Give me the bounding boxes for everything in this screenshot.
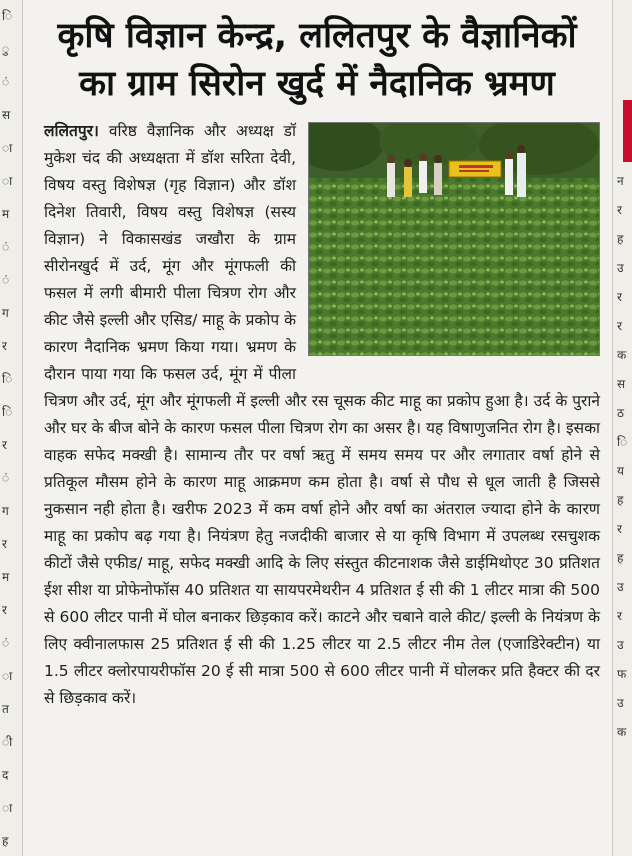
left-fragment: ा <box>2 141 13 155</box>
left-fragment: ं <box>2 636 10 650</box>
right-fragment: र <box>617 522 622 536</box>
right-fragment: र <box>617 609 622 623</box>
adjacent-red-box <box>623 100 632 162</box>
article-dateline: ललितपुर। <box>44 122 99 140</box>
left-fragment: ं <box>2 240 10 254</box>
left-fragment: ि <box>2 405 13 419</box>
right-fragment: र <box>617 203 622 217</box>
headline <box>34 12 600 108</box>
right-fragment: ह <box>617 493 624 507</box>
right-fragment: उ <box>617 580 624 594</box>
left-fragment: ा <box>2 174 13 188</box>
left-fragment: ं <box>2 471 10 485</box>
left-fragment: ह <box>2 834 9 848</box>
right-fragment: फ <box>617 667 627 681</box>
left-fragment: म <box>2 207 10 221</box>
left-fragment: ं <box>2 75 10 89</box>
right-fragment: स <box>617 377 626 391</box>
right-fragment: ि <box>617 435 628 449</box>
field-photo-image <box>309 123 599 355</box>
right-fragment: ह <box>617 232 624 246</box>
left-fragment: ी <box>2 735 13 749</box>
left-fragment: स <box>2 108 11 122</box>
left-fragment: म <box>2 570 10 584</box>
left-fragment: र <box>2 438 7 452</box>
right-fragment: र <box>617 290 622 304</box>
headline-line-2: का ग्राम सिरोन खुर्द में नैदानिक भ्रमण <box>79 64 555 104</box>
right-fragment: उ <box>617 261 624 275</box>
article-text: वरिष्ठ वैज्ञानिक और अध्यक्ष डॉ मुकेश चंद की अध्यक्षता में डॉश सरिता देवी, विषय वस्तु विशेषज्ञ (गृह विज्ञान) और डॉश दिनेश तिवारी, विषय वस्तु विशेषज्ञ (सस्य विज्ञान) ने विकासखंड जखौरा के ग्राम सीरोनखुर्द में उर्द, मूंग और मूंगफली की फसल में लगी बीमारी पीला चित्रण रोग और कीट जैसे इल्ली और एसिड/ माहू के प्रकोप के कारण नैदानिक भ्रमण किया गया। भ्रमण के दौरान पाया गया कि फसल उर्द, मूंग में पीला चित्रण और उर्द, मूंग और मूंगफली में इल्ली और रस चूसक कीट माहू का प्रकोप हुआ है। उर्द के पुराने और घर के बीज बोने के कारण फसल पीला चित्रण रोग का असर है। यह विषाणुजनित रोग है। इसका वाहक सफेद मक्खी है। सामान्य तौर पर वर्षा ऋतु में समय समय पर और लगातार वर्षा होने से प्रतिकूल मौसम होने के कारण माहू आक्रमण कम होता है। वर्षा से पौध से धूल जाती है जिससे नुकसान नही होता है। खरीफ 2023 में कम वर्षा होने और वर्षा का अंतराल ज्यादा होने के कारण माहू का प्रकोप बढ़ गया है। नियंत्रण हेतु नजदीकी बाजार से या कृषि विभाग में उपलब्ध रसचुशक कीटों जैसे एफीड/ माहू, सफेद मक्खी आदि के लिए संस्तुत कीटनाशक जैसे डाईमिथोएट 30 प्रतिशत ईश सीश या प्रोफेनोफॉस 40 प्रतिशत या सायपरमेथरीन 4 प्रतिशत ई सी की 1 लीटर मात्रा की 500 से 600 लीटर पानी में घोल बनाकर छिड़काव करें। काटने और चबाने वाले कीट/ इल्ली के नियंत्रण के लिए क्वीनालफास 25 प्रतिशत ई सी की 1.25 लीटर या 2.5 लीटर नीम तेल (एजाडिरेक्टीन) या 1.5 लीटर क्लोरपायरीफॉस 20 ई सी मात्रा 500 से 600 लीटर पानी में घोलकर प्रति हैक्टर की दर से छिड़काव करें। <box>44 122 600 707</box>
right-fragment: य <box>617 464 624 478</box>
right-fragment: ह <box>617 551 624 565</box>
left-fragment: ि <box>2 372 13 386</box>
right-fragment: क <box>617 348 627 362</box>
article-body <box>44 118 600 712</box>
adjacent-column-right <box>612 0 632 856</box>
left-fragment: ं <box>2 273 10 287</box>
left-fragment: र <box>2 339 7 353</box>
right-fragment: ठ <box>617 406 624 420</box>
adjacent-column-left <box>0 0 23 856</box>
right-fragment: उ <box>617 638 624 652</box>
right-fragment: न <box>617 174 624 188</box>
left-fragment: ु <box>2 42 10 56</box>
banner <box>449 161 501 177</box>
left-fragment: ग <box>2 306 9 320</box>
left-fragment: ा <box>2 669 13 683</box>
right-fragment: र <box>617 319 622 333</box>
left-fragment: र <box>2 537 7 551</box>
left-fragment: ग <box>2 504 9 518</box>
right-fragment: क <box>617 725 627 739</box>
left-fragment: ि <box>2 9 13 23</box>
right-fragment: उ <box>617 696 624 710</box>
headline-line-1: कृषि विज्ञान केन्द्र, ललितपुर के वैज्ञानिकों <box>57 16 577 56</box>
left-fragment: र <box>2 603 7 617</box>
left-fragment: द <box>2 768 9 782</box>
left-fragment: त <box>2 702 9 716</box>
field-photo <box>308 122 600 356</box>
left-fragment: ा <box>2 801 13 815</box>
